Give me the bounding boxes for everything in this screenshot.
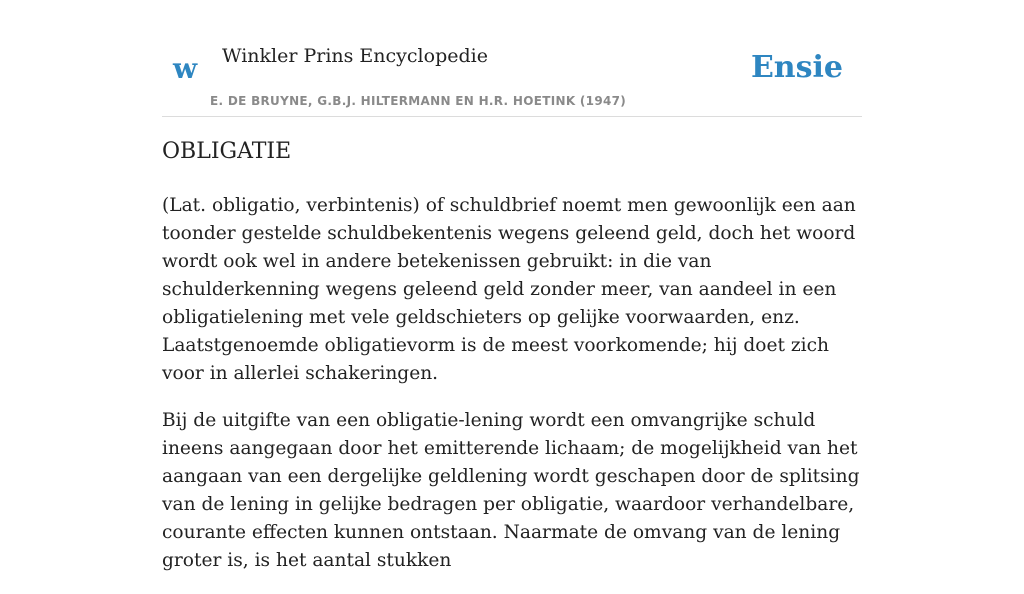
header bbox=[162, 0, 862, 117]
article-body bbox=[162, 192, 862, 594]
article-title: OBLIGATIE bbox=[162, 139, 292, 164]
source-authors: E. DE BRUYNE, G.B.J. HILTERMANN EN H.R. HOETINK (1947) bbox=[210, 94, 627, 108]
paragraph-2: Bij de uitgifte van een obligatie-lening wordt een omvangrijke schuld ineens aangegaan door het emitterende lichaam; de mogelijkheid van het aangaan van een dergelijke geldlening wordt geschapen door de splitsing van de lening in gelijke bedragen per obligatie, waardoor verhandelbare, courante effecten kunnen ontstaan. Naarmate de omvang van de lening groter is, is het aantal stukken bbox=[162, 410, 860, 571]
source-logo[interactable]: w bbox=[173, 52, 198, 85]
source-title[interactable]: Winkler Prins Encyclopedie bbox=[222, 45, 488, 67]
paragraph-1: (Lat. obligatio, verbintenis) of schuldbrief noemt men gewoonlijk een aan toonder gestelde schuldbekentenis wegens geleend geld, doch het woord wordt ook wel in andere betekenissen gebruikt: in die van schulderkenning wegens geleend geld zonder meer, van aandeel in een obligatielening met vele geldschieters op gelijke voorwaarden, enz. Laatstgenoemde obligatievorm is de meest voorkomende; hij doet zich voor in allerlei schakeringen. bbox=[162, 195, 856, 384]
brand-logo[interactable]: Ensie bbox=[750, 50, 843, 85]
